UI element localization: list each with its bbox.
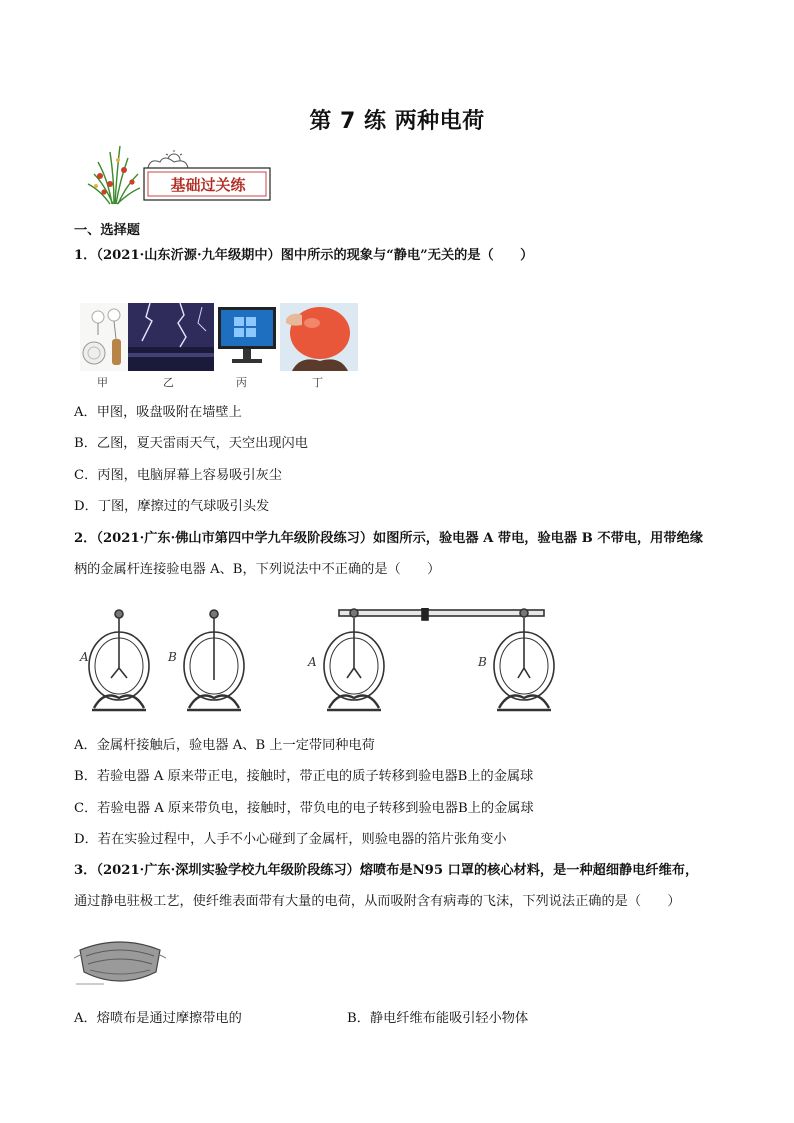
electroscope-label-a-2: A [308,655,317,669]
figure-label-ding: 丁 [312,376,323,389]
electroscope-label-a-1: A [80,650,89,664]
question-1-figure [80,303,360,371]
question-3-stem-line-1: 3．（2021·广东·深圳实验学校九年级阶段练习）熔喷布是N95 口罩的核心材料，是一种超细静电纤维布， [74,863,699,878]
banner-label-box [142,150,272,202]
question-1-option-b: B．乙图，夏天雷雨天气，天空出现闪电 [74,436,308,451]
question-1-option-a: A．甲图，吸盘吸附在墙壁上 [74,405,242,420]
page-title: 第 7 练 两种电荷 [309,109,485,134]
figure-label-jia: 甲 [97,376,108,389]
mask-icon [74,938,166,988]
question-3-option-b: B．静电纤维布能吸引轻小物体 [347,1011,529,1026]
question-2-stem-line-1: 2．（2021·广东·佛山市第四中学九年级阶段练习）如图所示，验电器 A 带电，验电器 B 不带电，用带绝缘 [74,531,703,546]
mask-figure [74,938,166,988]
question-2-option-c: C．若验电器 A 原来带负电，接触时，带负电的电子转移到验电器B上的金属球 [74,801,534,816]
question-3-option-a: A．熔喷布是通过摩擦带电的 [74,1011,242,1026]
question-1-option-c: C．丙图，电脑屏幕上容易吸引灰尘 [74,468,282,483]
section-heading: 一、选择题 [74,223,140,238]
figure-label-bing: 丙 [236,376,247,389]
question-1-stem: 1．（2021·山东沂源·九年级期中）图中所示的现象与“静电”无关的是（ ） [74,248,534,263]
question-2-stem-line-2: 柄的金属杆连接验电器 A、B，下列说法中不正确的是（ ） [74,562,441,577]
question-2-option-b: B．若验电器 A 原来带正电，接触时，带正电的质子转移到验电器B上的金属球 [74,769,534,784]
question-2-option-a: A．金属杆接触后，验电器 A、B 上一定带同种电荷 [74,738,375,753]
figure-label-yi: 乙 [163,376,174,389]
question-1-option-d: D．丁图，摩擦过的气球吸引头发 [74,499,270,514]
banner-label: 基础过关练 [170,176,246,194]
electroscope-figure [74,608,574,714]
electroscope-label-b-2: B [478,655,487,669]
electroscope-label-b-1: B [168,650,177,664]
electroscope-b-left [184,610,244,710]
question-2-option-d: D．若在实验过程中，人手不小心碰到了金属杆，则验电器的箔片张角变小 [74,832,507,847]
electroscopes-connected [324,608,554,710]
question-3-stem-line-2: 通过静电驻极工艺，使纤维表面带有大量的电荷，从而吸附含有病毒的飞沫，下列说法正确的是（ ） [74,894,681,909]
electroscope-a-left [89,610,149,710]
